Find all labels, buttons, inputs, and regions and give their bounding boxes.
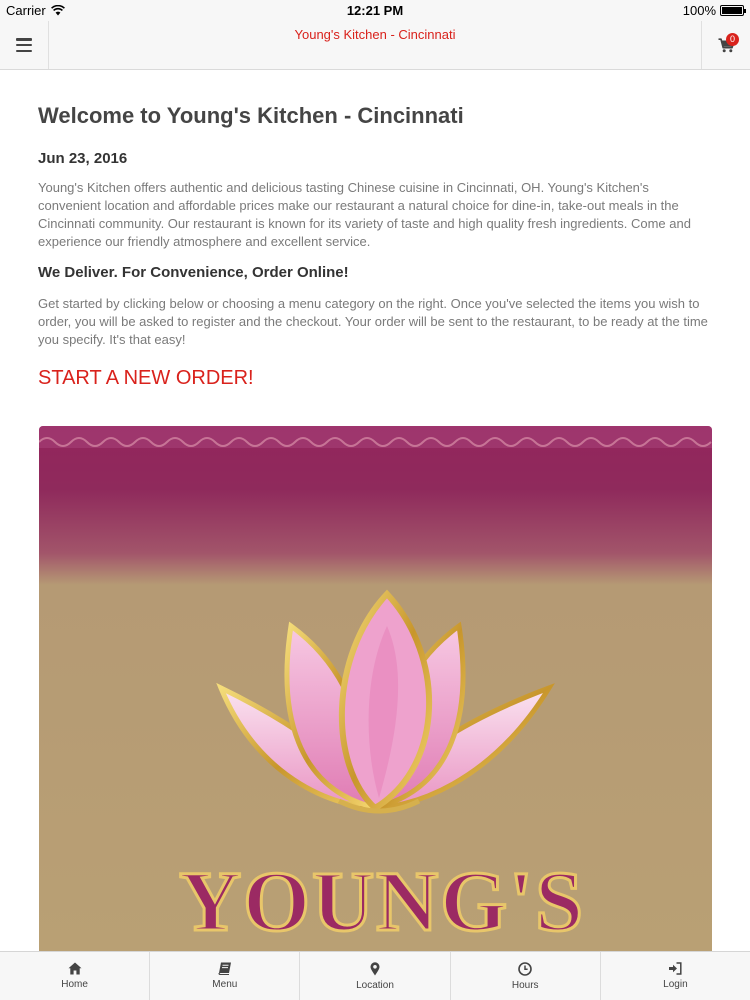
bottom-tab-bar (0, 951, 750, 1000)
tab-menu[interactable] (150, 952, 300, 1000)
main-content (38, 100, 710, 390)
post-date: Jun 23, 2016 (38, 150, 128, 167)
sign-in-icon (668, 962, 682, 975)
instructions-paragraph: Get started by clicking below or choosing a menu category on the right. Once you've selected the items you wish to order, you will be asked to register and the checkout. Your order will be sent to the restaurant, to be ready at the time you specify. It's that easy! (38, 296, 708, 347)
app-title: Young's Kitchen - Cincinnati (294, 27, 456, 42)
tab-hours-label: Hours (511, 979, 539, 991)
carrier-label: Carrier (6, 3, 46, 18)
clock-time: 12:21 PM (346, 3, 404, 18)
battery-percent: 100% (682, 3, 716, 18)
tab-menu-label: Menu (212, 979, 238, 990)
cart-count-badge: 0 (726, 33, 739, 46)
tab-login-label: Login (663, 979, 688, 990)
tab-hours[interactable] (451, 952, 601, 1000)
battery-indicator (683, 3, 744, 18)
battery-icon (720, 5, 744, 16)
status-bar (0, 0, 750, 21)
deliver-heading: We Deliver. For Convenience, Order Online! (38, 264, 349, 281)
clock-icon (518, 962, 532, 976)
tab-login[interactable] (601, 952, 750, 1000)
book-icon (218, 962, 232, 975)
restaurant-logo-text: YOUNG'S (179, 853, 585, 949)
tab-home[interactable] (0, 952, 150, 1000)
restaurant-logo-banner (39, 426, 712, 956)
page-title: Welcome to Young's Kitchen - Cincinnati (38, 103, 464, 128)
tab-location[interactable] (300, 952, 450, 1000)
intro-paragraph: Young's Kitchen offers authentic and delicious tasting Chinese cuisine in Cincinnati, OH. Young's Kitchen's convenient location and affordable prices make our restaurant a natural choice for dine-in, take-out meals in the Cincinnati community. Our restaurant is known for its variety of taste and high quality fresh ingredients. Come and experience our friendly atmosphere and excellent service. (38, 180, 691, 249)
tab-home-label: Home (61, 979, 88, 990)
map-marker-icon (370, 962, 380, 976)
tab-location-label: Location (356, 979, 394, 991)
app-header (0, 21, 750, 70)
home-icon (68, 962, 82, 975)
cart-button[interactable] (701, 21, 750, 69)
start-new-order-link[interactable]: START A NEW ORDER! (38, 367, 254, 389)
